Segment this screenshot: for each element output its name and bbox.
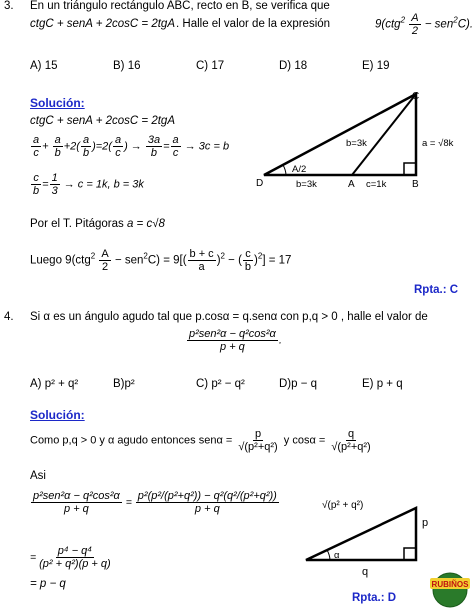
rubinos-logo xyxy=(428,568,472,608)
label-hyp: b=3k xyxy=(346,138,367,149)
outer-triangle xyxy=(264,94,416,175)
solution-label-4: Solución: xyxy=(30,408,85,422)
triangle-figure-3 xyxy=(250,88,470,198)
logo-text: RUBIÑOS xyxy=(431,580,469,589)
problem-3-number: 3. xyxy=(4,0,14,12)
label-A: A xyxy=(348,179,355,190)
option-4-b[interactable]: B)p² xyxy=(113,378,135,390)
label-q: q xyxy=(362,566,369,578)
right-angle-mark xyxy=(404,163,416,175)
solution-label-3: Solución: xyxy=(30,96,85,110)
problem-3-line1: En un triángulo rectángulo ABC, recto en B, se verifica que xyxy=(30,0,330,12)
step-3: $\frac{c}{b}$ = $\frac{1}{3}$ → c = 1k, b = 3k xyxy=(33,172,144,197)
label-DA: b=3k xyxy=(296,179,317,190)
pitagoras-line: Por el T. Pitágoras a = c√8 xyxy=(30,218,165,230)
problem-3-expression: 9(ctg$^2$ $\frac{A}{2}$ − sen$^2$C). xyxy=(375,12,474,37)
como-line: Como p,q > 0 y α agudo entonces senα = $\frac{p}{\text{√(p²+q²)}}$ y cosα = $\frac{q}{\text{√(p²+q²)}}$ xyxy=(30,428,371,453)
answer-4: Rpta.: D xyxy=(352,592,397,604)
calc-line-3: = p − q xyxy=(30,578,66,590)
option-4-a[interactable]: A) p² + q² xyxy=(30,378,79,390)
option-d[interactable]: D) 18 xyxy=(279,60,308,72)
option-a[interactable]: A) 15 xyxy=(30,60,58,72)
calc-line-1: $\frac{\text{p²sen²α − q²cos²α}}{p + q}$ = $\frac{\text{p²(p²/(p²+q²)) − q²(q²/(p²+q²))}}{p + q}$ xyxy=(33,490,277,515)
problem-4-line1: Si α es un ángulo agudo tal que p.cosα = q.senα con p,q > 0 , halle el valor de xyxy=(30,311,428,323)
option-e[interactable]: E) 19 xyxy=(362,60,390,72)
alpha-arc xyxy=(327,550,330,560)
label-side-a: a = √8k xyxy=(422,138,454,149)
label-half-angle: A/2 xyxy=(292,164,307,175)
option-4-e[interactable]: E) p + q xyxy=(362,378,403,390)
option-b[interactable]: B) 16 xyxy=(113,60,141,72)
outer-triangle-4 xyxy=(306,508,416,560)
option-4-d[interactable]: D)p − q xyxy=(279,378,318,390)
answer-3: Rpta.: C xyxy=(414,284,459,296)
problem-3-equation: ctgC + senA + 2cosC = 2tgA xyxy=(30,18,176,30)
label-C: C xyxy=(412,91,420,102)
right-angle-mark-4 xyxy=(404,548,416,560)
luego-line: Luego 9(ctg$^2$ $\frac{A}{2}$ − sen$^2$C) = 9[( $\frac{b + c}{a}$ )$^2$ − ( $\frac{c}{b}$ )$^2$] = 17 xyxy=(30,248,292,273)
asi-label: Asi xyxy=(30,470,46,482)
calc-line-2: = $\frac{\text{p⁴ − q⁴}}{\text{(p² + q²)(p + q)}}$ xyxy=(30,545,111,570)
label-alpha: α xyxy=(334,550,340,561)
label-hyp-4: √(p² + q²) xyxy=(322,500,364,511)
option-4-c[interactable]: C) p² − q² xyxy=(196,378,245,390)
problem-3-line2: . Halle el valor de la expresión xyxy=(176,18,331,30)
label-AB: c=1k xyxy=(366,179,387,190)
option-c[interactable]: C) 17 xyxy=(196,60,225,72)
label-B: B xyxy=(412,179,419,190)
label-p: p xyxy=(422,517,429,529)
problem-4-number: 4. xyxy=(4,311,14,323)
step-2: $\frac{a}{c}$ + $\frac{a}{b}$ +2( $\frac{a}{b}$ )=2( $\frac{a}{c}$ ) → $\frac{3a}{b}$ = $\frac{a}{c}$ → 3c = b xyxy=(33,134,230,159)
label-D: D xyxy=(256,178,264,189)
angle-arc xyxy=(283,165,286,175)
problem-4-expression: $\frac{\text{p²sen²α − q²cos²α}}{p + q}$ . xyxy=(189,328,283,353)
step-1: ctgC + senA + 2cosC = 2tgA xyxy=(30,115,176,127)
